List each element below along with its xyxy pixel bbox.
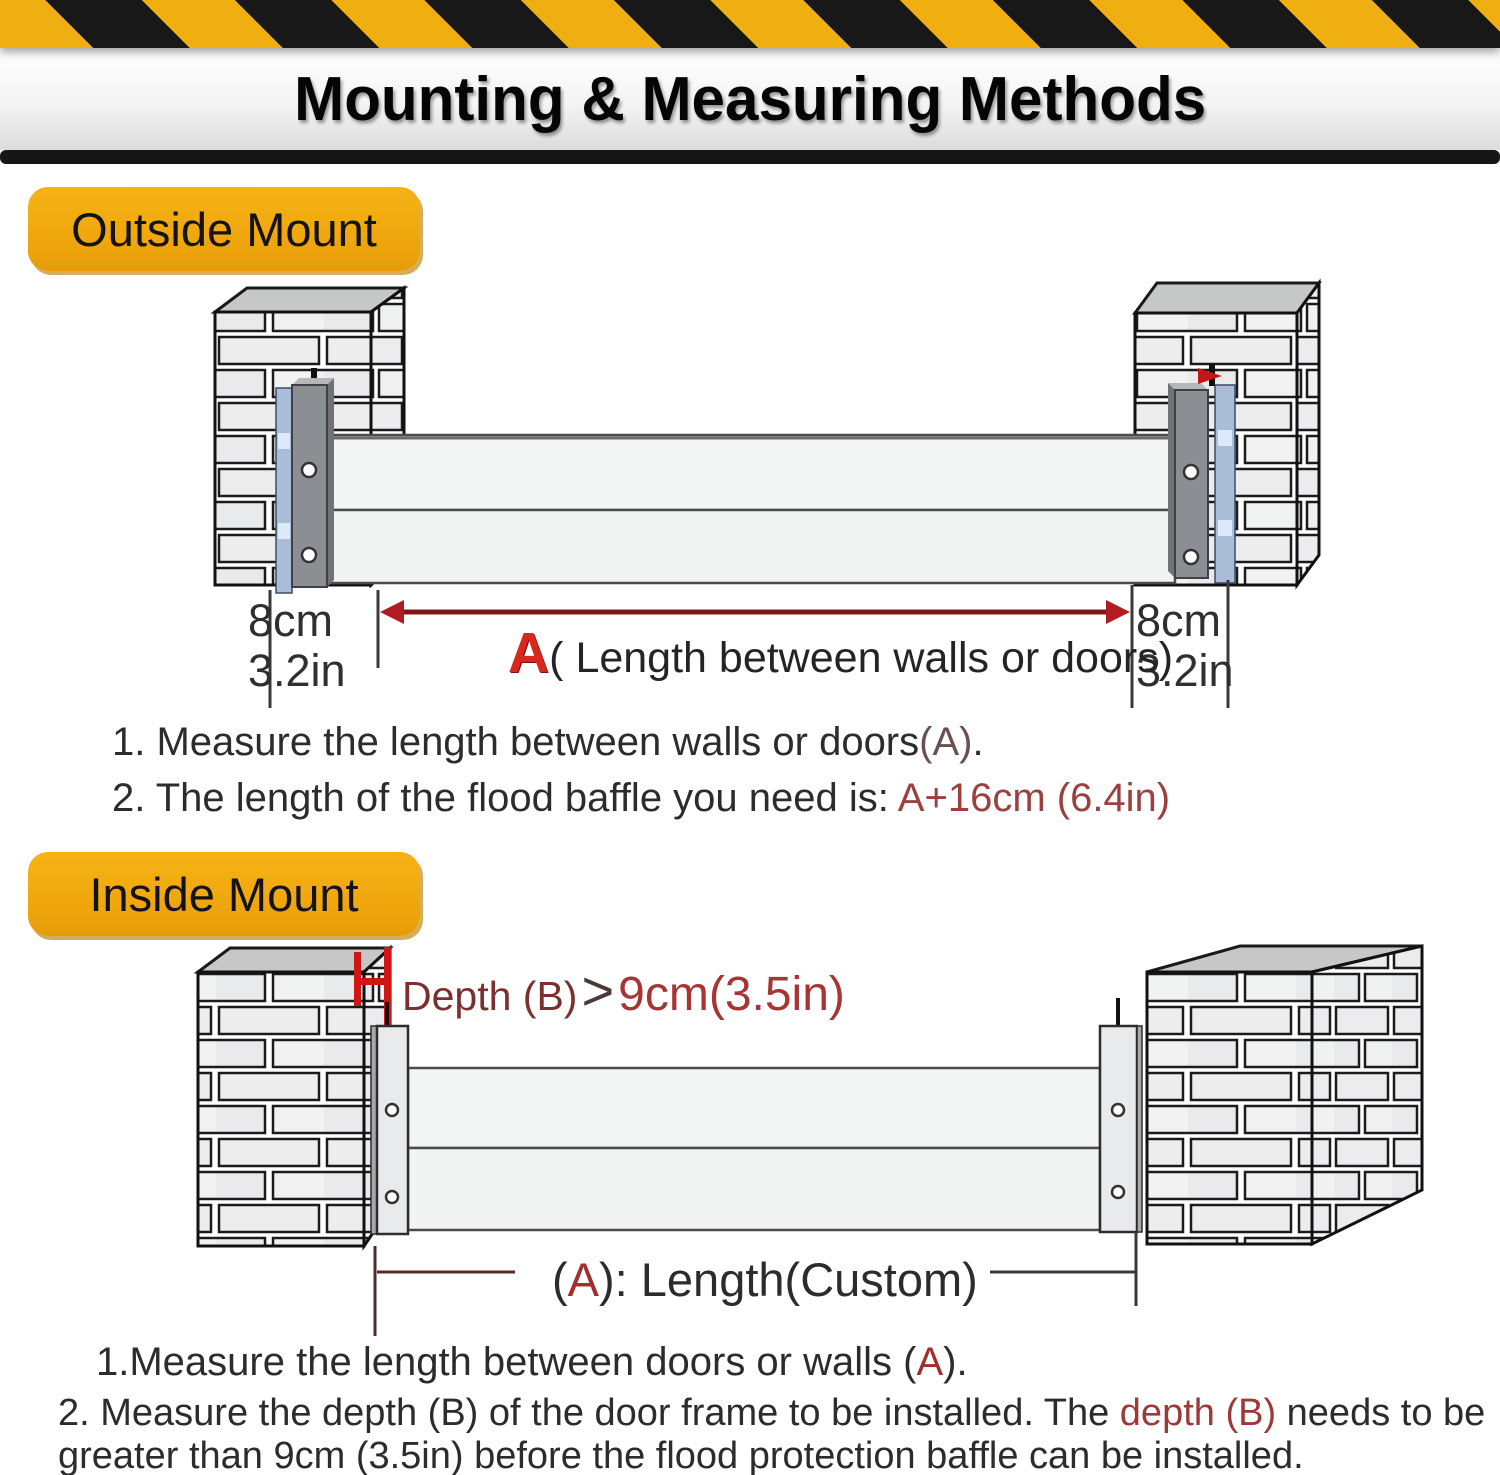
barrier-board-bottom	[408, 1148, 1100, 1230]
outside-step-2: 2. The length of the flood baffle you need is: A+16cm (6.4in)	[112, 776, 1171, 820]
inside-right-bracket	[1100, 998, 1142, 1232]
screw-hole	[386, 1104, 398, 1116]
gasket-clip	[278, 523, 290, 539]
span-letter: A	[508, 621, 550, 685]
flood-barrier-boards	[408, 1068, 1100, 1230]
offset-cm: 8cm	[248, 595, 334, 646]
outside-span-label	[508, 620, 1173, 686]
header-divider	[0, 150, 1500, 164]
pillar-side-face	[1297, 283, 1319, 585]
depth-annotation	[402, 958, 845, 1023]
inside-mount-badge-label: Inside Mount	[89, 867, 359, 921]
outside-left-bracket	[276, 368, 334, 593]
depth-value: 9cm(3.5in)	[618, 968, 845, 1021]
screw-hole	[302, 548, 316, 562]
pillar-side-face	[1312, 946, 1422, 1244]
anchor-rod	[1116, 998, 1120, 1026]
screw-hole	[1184, 550, 1198, 564]
pillar-top-slab	[198, 948, 390, 972]
flood-barrier-boards	[327, 435, 1175, 583]
arrowhead-left-icon	[380, 600, 404, 624]
depth-prefix: Depth (B)	[402, 973, 578, 1019]
bracket-top-bevel	[292, 378, 334, 385]
gasket-clip	[1218, 430, 1232, 446]
screw-hole	[1112, 1104, 1124, 1116]
offset-in: 3.2in	[248, 645, 346, 696]
pillar-front-face	[1147, 972, 1312, 1244]
title-band	[0, 48, 1500, 150]
hazard-stripe-banner	[0, 0, 1500, 48]
outside-step-1: 1. Measure the length between walls or doors(A).	[112, 720, 984, 764]
screw-hole	[386, 1191, 398, 1203]
bracket-side	[1137, 1026, 1142, 1232]
gasket-clip	[1218, 520, 1232, 536]
offset-cm: 8cm	[1136, 595, 1222, 646]
offset-in: 3.2in	[1136, 645, 1234, 696]
bracket-front	[1100, 1026, 1137, 1232]
inside-step-2: 2. Measure the depth (B) of the door frame to be installed. The depth (B) needs to be greater than 9cm (3.5in) before the flood protection baffle can be installed.	[58, 1392, 1486, 1475]
outside-mount-badge	[28, 187, 420, 271]
barrier-board-top	[327, 435, 1175, 510]
screw-hole	[1184, 465, 1198, 479]
barrier-board-top	[408, 1068, 1100, 1148]
sealing-gasket	[1215, 385, 1235, 583]
screw-hole	[1112, 1186, 1124, 1198]
sealing-gasket	[276, 388, 292, 593]
gasket-clip	[278, 433, 290, 449]
inside-left-bracket	[371, 1002, 408, 1234]
inside-step-1: 1.Measure the length between doors or walls (A).	[96, 1340, 968, 1384]
outside-mount-steps	[112, 714, 1170, 826]
outside-right-bracket	[1168, 364, 1235, 583]
pillar-front-face	[198, 972, 364, 1246]
screw-hole	[302, 463, 316, 477]
barrier-board-bottom	[327, 510, 1175, 583]
pillar-top-slab	[1135, 283, 1319, 313]
depth-marker-cross-bar	[354, 978, 391, 985]
inside-mount-badge	[28, 852, 420, 936]
page-title: Mounting & Measuring Methods	[293, 64, 1207, 134]
outside-mount-badge-label: Outside Mount	[71, 202, 377, 256]
length-letter: A	[567, 1253, 600, 1306]
inside-left-pillar	[198, 948, 390, 1246]
span-text: ( Length between walls or doors)	[549, 634, 1174, 682]
bracket-side	[1168, 383, 1175, 578]
bracket-side	[327, 378, 334, 587]
inside-length-label: ( A ): Length(Custom)	[552, 1253, 978, 1306]
bracket-top-bevel	[1168, 383, 1208, 390]
anchor-rod	[385, 1002, 389, 1028]
inside-right-pillar	[1147, 946, 1422, 1244]
greater-than-sign: >	[581, 959, 615, 1022]
outside-left-offset-label	[248, 596, 346, 696]
